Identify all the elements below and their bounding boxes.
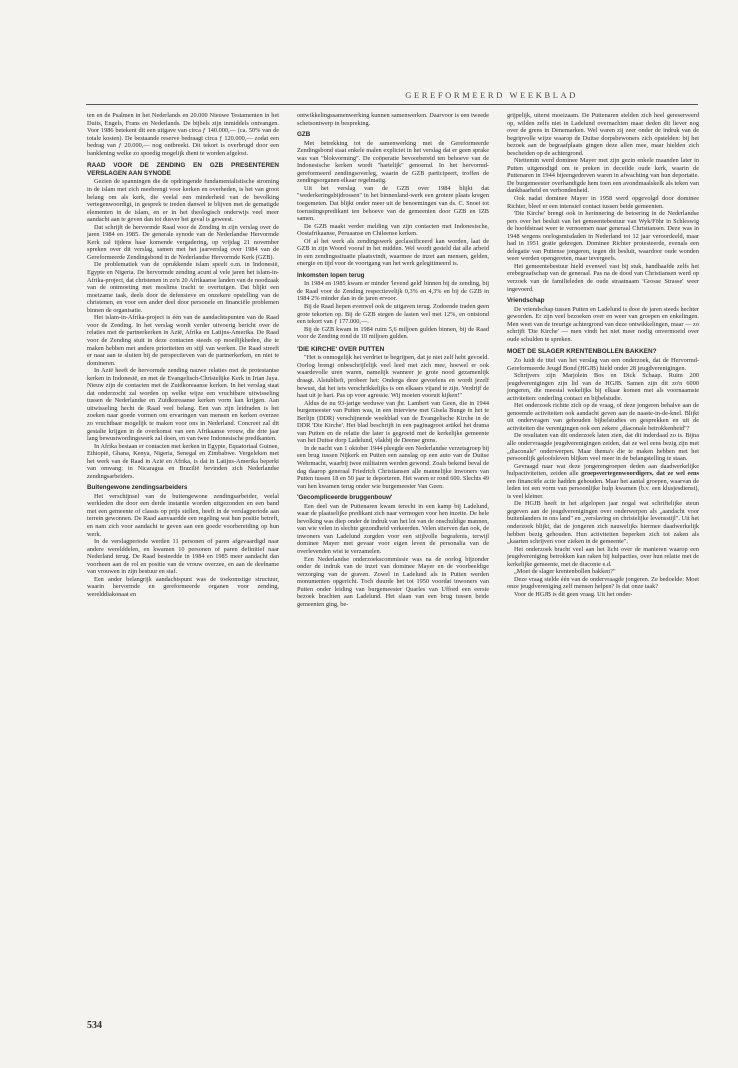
paragraph: Uit het verslag van de GZB over 1984 blijkt dat "wederkeringsbijdrossen" in het binnenland-werk een grotere plaats kregen toegemeten. Dat blijkt onder meer uit de benoemingen van ds. C. Snoei tot toerustingspredikant ten behoeve van de gemeenten door GZB en IZB samen.	[297, 184, 489, 223]
paragraph: Het onderzoek richtte zich op de vraag, of deze jongeren behalve aan de genoemde activiteiten ook aandacht geven aan de naaste-in-de-knel. Blijkt uit ondervragen van gehouden bijbelstudies en gesprekken en uit de activiteiten die verenigingen ook een zekere „diaconale betrokkenheid"?	[507, 402, 699, 432]
subheading: 'Gecompliceerde bruggenbouw'	[297, 494, 393, 502]
paragraph: Of al het werk als zendingswerk geclassificeerd kan worden, laat de GZB in zijn Woord vooraf in het midden. Wel wordt gesteld dat alle arbeid in een zendingssituatie plaatsvindt, waarmee de inzet aan mensen, gelden, energie en tijd voor de voortgang van het werk gelegitimeerd is.	[297, 237, 489, 268]
paragraph: Het gemeentebestuur hield evenwel vast bij stuk, handhaafde zelfs het erebegraafschap van de generaal. Pas na de dood van Christiansen werd op verzoek van de familieleden de oude straatnaam 'Grosse Strasse' weer ingevoerd.	[507, 262, 699, 293]
paragraph: Gezien de spanningen die de opdringende fundamentalistische stroming in de islam met zich meebrengt voor kerken en overheden, is het van groot belang om als kerk, die veelal een minderheid van de bevolking vertegenwoordigt, in gesprek te treden danwel te blijven met de gematigde elementen in de islam, en er in het theologisch onderwijs veel meer aandacht aan te geven dan tot dusver het geval is geweest.	[87, 178, 279, 224]
paragraph: In Afrika bestaan er contacten met kerken in Egypte, Equatoriaal Guinee, Ethiopië, Ghana, Kenya, Nigeria, Senegal en Zimbabwe. Vergeleken met het werk van de Raad in Azië en Afrika, is dat in Latijns-Amerika beperkt van omvang: in Nicaragua en Brazilië bevinden zich Nederlandse zendingsarbeiders.	[87, 442, 279, 480]
subheading: Buitengewone zendingsarbeiders	[87, 484, 188, 492]
column-2	[297, 112, 489, 1017]
page-header	[86, 88, 698, 105]
paragraph: In de nacht van 1 oktober 1944 pleegde een Nederlandse verzetsgroep bij een brug tussen Nijkerk en Putten een aanslag op een auto van de Duitse Wehrmacht, waarbij twee militairen werden gewond. Zoals bekend beval de dag daarop generaal Friedrich Christiansen alle mannelijke inwoners van Putten tussen 18 en 50 jaar te deporteren. Het waren er rond 600. Slechts 49 van hen kwamen terug onder wie burgemeester Van Geen.	[297, 444, 489, 490]
paragraph: Aldus de nu 93-jarige weduwe van jhr. Lambert van Geen, die in 1944 burgemeester van Putten was, in een interview met Gisela Bunge in het te Berlijn (DDR) verschijnende weekblad van de Evangelische Kirche in de DDR 'Die Kirche'. Het blad beschrijft in een paginagroot artikel het drama van Putten en de relatie die later is gegroeid met de kerkelijke gemeente van het Duitse dorp Ladelund, vlakbij de Deense grens.	[297, 399, 489, 445]
bold-phrase: groepsvertegenwoordigers, dat ze wel eens	[581, 470, 699, 478]
column-3	[507, 112, 699, 1017]
paragraph: De resultaten van dit onderzoek laten zien, dat dit inderdaad zo is. Bijna alle ondervraagde jeugdverenigingen zeiden, dat ze wel eens bezig zijn met „diaconale" onderwerpen. Maar thema's die te maken hebben met het persoonlijk geloofsleven blijken veel meer in de belangstelling te staan.	[507, 432, 699, 463]
article-columns	[87, 112, 699, 1017]
paragraph: Bij de Raad liepen evenwel ook de uitgaven terug. Zodoende traden geen grote tekorten op. Bij de GZB stegen de lasten wel met 12%, en ontstond een tekort van ƒ 177.000,—.	[297, 303, 489, 326]
paragraph: De vriendschap tussen Putten en Ladelund is door de jaren steeds hechter geworden. Er zijn veel bezoeken over en weer van groepen en enkelingen. Men weet van de treurige achtergrond van deze ontwikkelingen, maar — zo schrijft 'Die Kirche' — men vindt het niet meer nodig onvermoeid over oude schulden te spreken.	[507, 305, 699, 343]
section-heading: MOET DE SLAGER KRENTENBOLLEN BAKKEN?	[507, 348, 657, 356]
paragraph-text: Gevraagd naar wat deze jongerengroepen deden aan daadwerkelijke hulpactiviteiten, zeiden alle	[507, 462, 699, 478]
paragraph: De HGJB heeft in het afgelopen jaar nogal wat schriftelijke steun gegeven aan de jeugdverenigingen over onderwerpen als „aandacht voor buitenlanders in ons land" en „verslaving en christelijke levensstijl". Uit het onderzoek blijkt, dat de jongeren zich nauwelijks hiermee daadwerkelijk hebben bezig gehouden. Hun activiteiten beperken zich tot zaken als „kaarten schrijven voor zieken in de gemeente".	[507, 500, 699, 546]
paragraph: 'Die Kirche' brengt ook in herinnering de betoering in de Nederlandse pers over het besluit van het gemeentebestuur van Wyk/Föhr in Schleswig de hoofdstraat weer te vernoemen naar generaal Christiansen. Deze was in 1948 wegens oorlogsmisdaden in Nederland tot 12 jaar veroordeeld, maar had in 1951 gratie gekregen. Dominee Richter protesteerde, evenals een delegatie van Puttense jongeren, tegen dit besluit, waardoor oude wonden weer werden opengereten, maar tevergeefs.	[507, 210, 699, 263]
paragraph-text: een financiële actie hadden gehouden. Maar het aantal groepen, waarvan de leden tot een vorm van persoonlijke hulp kwamen (b.v. een klusjesdienst), is veel kleiner.	[507, 477, 699, 500]
paragraph: Het onderzoek bracht veel aan het licht over de manieren waarop een jeugdvereniging betrokken kan raken bij hulpacties, over hun relatie met de kerkelijke gemeente, met de diaconie e.d.	[507, 545, 699, 568]
paragraph: ten en de Psalmen in het Nederlands en 20.000 Nieuwe Testamenten in het Duits, Engels, Frans en Nederlands. De bijbels zijn inmiddels ontvangen. Voor 1986 betekent dit een uitgave van circa ƒ 140.000,— (ca. 50% van de totale kosten). De bestaande reserve bedraagt circa ƒ 120.000,— zodat een bedrag van ƒ 20.000,— nog ontbreekt. Dit tekort is overbrugd door een banklening welke zo spoedig mogelijk dient te worden afgelost.	[87, 112, 279, 157]
paragraph: ontwikkelingssamenwerking kunnen samenwerken. Daarvoor is een tweede schetsontwerp in bespreking.	[297, 112, 489, 127]
paragraph: In 1984 en 1985 kwam er minder 'levend geld' binnen bij de zending, bij de Raad voor de Zending respectievelijk 0,3% en 4,3% en bij de GZB in 1984 2% minder dan in de jaren ervoor.	[297, 280, 489, 303]
paragraph: Het verschijnsel van de buitengewone zendingsarbeider, veelal werkleden die door een derde instantie worden uitgezonden en een band met een gemeente of classis op prijs stellen, heeft in de verslagperiode aan terrein gewonnen. De Raad aanvaardde een regeling wat hun positie betreft, en nam zich voor aandacht te geven aan een goede voorbereiding op hun werk.	[87, 492, 279, 538]
paragraph: Voor de HGJB is dit geen vraag. Uit het onder-	[514, 590, 633, 598]
column-1	[87, 112, 279, 1017]
paragraph: Dat schrijft de hervormde Raad voor de Zending in zijn verslag over de jaren 1984 en 1985. De generale synode van de Nederlandse Hervormde Kerk zal tijdens haar komende vergadering, op vrijdag 21 november spreken over dit verslag, samen met het jaarverslag over 1984 van de Gereformeerde Zendingsbond in de Nederlandse Hervormde Kerk (GZB).	[87, 223, 279, 261]
paragraph: In Azië heeft de hervormde zending nauwe relaties met de protestantse kerken in Indonesië, en met de Evangelisch-Christelijke Kerk in Irian Jaya. Nieuw zijn de contacten met de Zuidkoreaanse kerken. In het verslag staat dat onderzocht zal worden op welke wijze een vruchtbare uitwisseling tussen de Nederlandse en Zuidkoreaanse kerken vorm kan krijgen. Aan uitwisseling hecht de Raad veel belang. Een van zijn leidraden is het zoeken naar goede vormen om ervaringen van mensen en kerken overzee zo vruchtbaar mogelijk te maken voor ons in Nederland. Concreet zal dit gestalte krijgen in de overkomst van een Afrikaanse vrouw, die drie jaar lang bewustwordingswerk zal doen, en van twee Indonesische predikanten.	[87, 367, 279, 443]
paragraph: Ook nadat dominee Mayer in 1958 werd opgevolgd door dominee Richter, bleef er een intensief contact tussen beide gemeenten.	[507, 195, 699, 210]
paragraph: Schrijvers zijn Marjolein Bos en Dick Schaap. Ruim 200 jeugdverenigingen zijn lid van de HGJB. Samen zijn dit zo'n 6000 jongeren, die meestal wekelijks bij elkaar komen met als voornaamste activiteiten: onderling contact en bijbelstudie.	[507, 372, 699, 402]
paragraph: Zo luidt de titel van het verslag van een onderzoek, dat de Hervormd-Gereformeerde Jeugd Bond (HGJB) hield onder 28 jeugdverenigingen.	[507, 356, 699, 372]
paragraph	[507, 463, 699, 501]
page-number: 534	[87, 1020, 102, 1031]
subheading: Vriendschap	[507, 297, 545, 305]
paragraph: Het islam-in-Afrika-project is één van de aandachtspunten van de Raad voor de Zending. In het verslag wordt verder uitvoerig bericht over de relaties met de partnerkerken in Azië, Afrika en Latijns-Amerika. De Raad voor de Zending stuit in deze contacten steeds op moeilijkheden, die te maken hebben met andere prioriteiten en stijl van werken. De Raad streeft er naar aan te sluiten bij de perspectieven van de partnerkerken, en niet te domineren.	[87, 314, 279, 367]
paragraph: Een ander belangrijk aandachtspunt was de toekomstige structuur, waarin hervormde en gereformeerde organen voor zending, werelddiakonaat en	[87, 575, 279, 598]
paragraph: "Het is onmogelijk het verdriet te begrijpen, dat je niet zelf hebt gevoeld. Oorlog brengt onbeschrijfelijk veel leed met zich mee, hoewel er ook waardevolle uren waren, namelijk wanneer je grote nood gezamenlijk draagt. Alstublieft, probeer het: Onderga deze gevoelens en wordt jezelf bewust, dat het iets verschrikkelijks is om elkaars vijand te zijn. Verdrijf de haat uit je hart. Pas op voor agressie. Wij moeten vooruit kijken!"	[297, 354, 489, 400]
section-heading: 'DIE KIRCHE' OVER PUTTEN	[297, 345, 385, 353]
paragraph: Een Nederlandse onderzoekscommissie was na de oorlog bijzonder onder de indruk van de inzet van dominee Mayer en de voorbeeldige verzorging van de graven. Zowel in Ladelund als in Putten werden monumenten opgericht. Toch duurde het tot 1950 voordat inwoners van Putten onder leiding van burgemeester Quarles van Ufford een eerste bezoek brachten aan Ladelund. Het slaan van een brug tussen beide gemeenten ging, be-	[297, 555, 489, 608]
paragraph: De problematiek van de oprukkende islam speelt o.m. in Indonesië, Egypte en Nigeria. De hervormde zending acunt al vele jaren het islam-in-Afrika-project, dat christenen in zo'n 20 Afrikaanse landen van de noodzaak van de ontmoeting met moslims tracht te overtuigen. Dat blijkt een moeizame taak, deels door de defensieve en onzekere opstelling van de christenen, en voor een ander deel door personele en financiële problemen binnen de organisatie.	[87, 261, 279, 314]
paragraph: „Moet de slager krentenbollen bakken?"	[514, 568, 616, 576]
subheading: Inkomsten lopen terug	[297, 271, 365, 279]
paragraph: Niettemin werd dominee Mayer met zijn gezin enkele maanden later in Putten uitgenodigd om te preken in deceilde oude kerk, waarin de Puttenaren in 1944 bijeengedreven waren in afwachting van hun deportatie. De burgemeester overhandigde hem toen een avondmaalskelk als teken van dankbaarheid en verbondenheid.	[507, 157, 699, 195]
section-heading: RAAD VOOR DE ZENDING EN GZB PRESENTEREN VERSLAGEN AAN SYNODE	[87, 162, 279, 177]
paragraph: Met betrekking tot de samenwerking met de Gereformeerde Zendingsbond staat enkele malen expliciet in het verslag dat er geen sprake was van "blokvorming". De coöperatie bevoorbereid ten behoeve van de Indonesische kerken wordt "hartelijk" genoemd. In het hervormd-gereformeerd zendingsoverleg, waarin de GZB participeert, troffen de zendingsorganen elkaar regelmatig.	[297, 139, 489, 185]
paragraph: Deze vraag stelde één van de ondervraagde jongeren. Ze bedoelde: Moet onze jeugdvereniging zelf mensen helpen? Is dat onze taak?	[507, 575, 699, 591]
paragraph: grijpelijk, uiterst moeizaam. De Puttenaren stelden zich heel gereserveerd op, wilden zelfs niet in Ladelund overnachten maar deden dit liever nog over de grens in Denemarken. Wel waren zij zeer onder de indruk van de begripvolle wijze waarop de Duitse dorpsbewoners zich opstelden: bij het bezoek aan de begraafplaats gingen deze allen mee, maar hielden zich bescheiden op de achtergrond.	[507, 112, 699, 157]
paragraph: Een deel van de Puttenaren kwam terecht in een kamp bij Ladelund, waar de plaatselijke predikant zich naar vermogen voor hen inzette. De hele bevolking was diep onder de indruk van het lot van de onschuldige mannen, van wie velen in slechte gezondheid verkeerden. Velen stierven dan ook, de inwoners van Ladelund zorgden voor een stijlvolle begrafenis, terwijl dominee Mayer met gevaar voor eigen leven de personalia van de overlevenden wist te verzamelen.	[297, 502, 489, 555]
running-title: GEREFORMEERD WEEKBLAD	[405, 90, 578, 100]
subheading: GZB	[297, 131, 311, 139]
paragraph: De GZB maakt verder melding van zijn contacten met Indonesische, Oostafrikaanse, Peruaanse en Chileense kerken.	[297, 222, 489, 238]
paragraph: Bij de GZB kwam in 1984 ruim 5,6 miljoen gulden binnen, bij de Raad voor de Zending rond de 10 miljoen gulden.	[297, 325, 489, 341]
paragraph: In de verslagperiode werden 11 personen of paren afgevaardigd naar andere werelddelen, en kwamen 10 personen of paren definitief naar Nederland terug. De Raad besteedde in 1984 en 1985 meer aandacht dan voorheen aan de rol en positie van de vrouw overzee, en aan de deelname van vrouwen in zijn bestuur en staf.	[87, 538, 279, 576]
